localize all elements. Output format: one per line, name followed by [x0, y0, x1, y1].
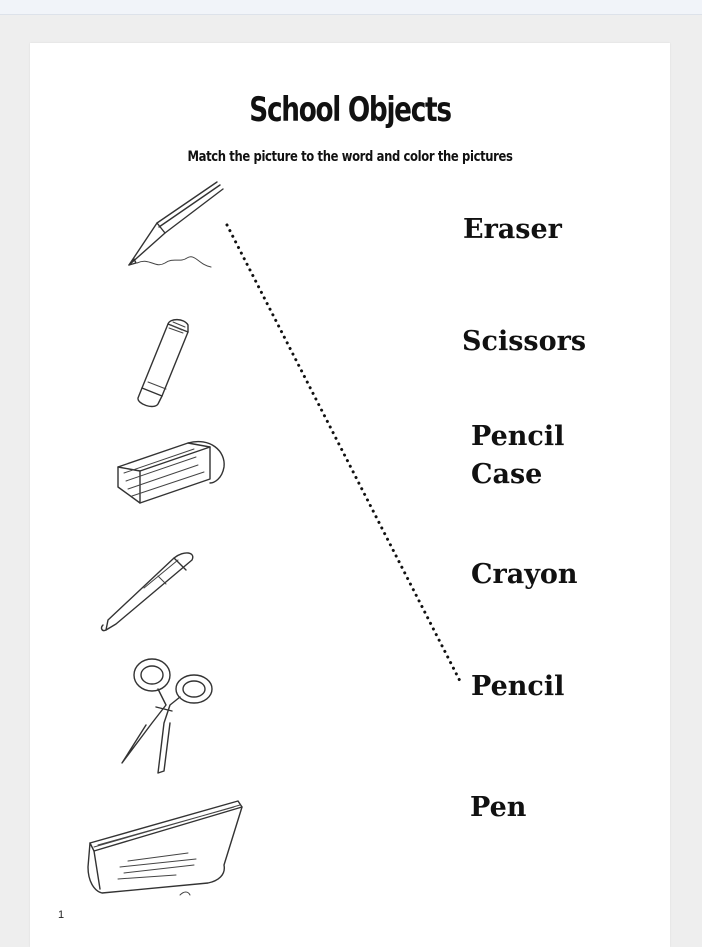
viewer-toolbar: [0, 0, 702, 15]
word-pencil: Pencil: [471, 671, 565, 702]
word-pencil-case: Pencil Case: [471, 421, 565, 490]
worksheet-page: [30, 43, 670, 947]
match-line: [30, 43, 670, 947]
page-title: School Objects: [249, 90, 451, 130]
word-eraser: Eraser: [463, 214, 562, 245]
word-crayon: Crayon: [471, 559, 578, 590]
instructions: Match the picture to the word and color the pictures: [187, 149, 513, 165]
page-number: 1: [58, 909, 65, 921]
word-pen: Pen: [470, 792, 527, 823]
word-scissors: Scissors: [462, 326, 587, 357]
